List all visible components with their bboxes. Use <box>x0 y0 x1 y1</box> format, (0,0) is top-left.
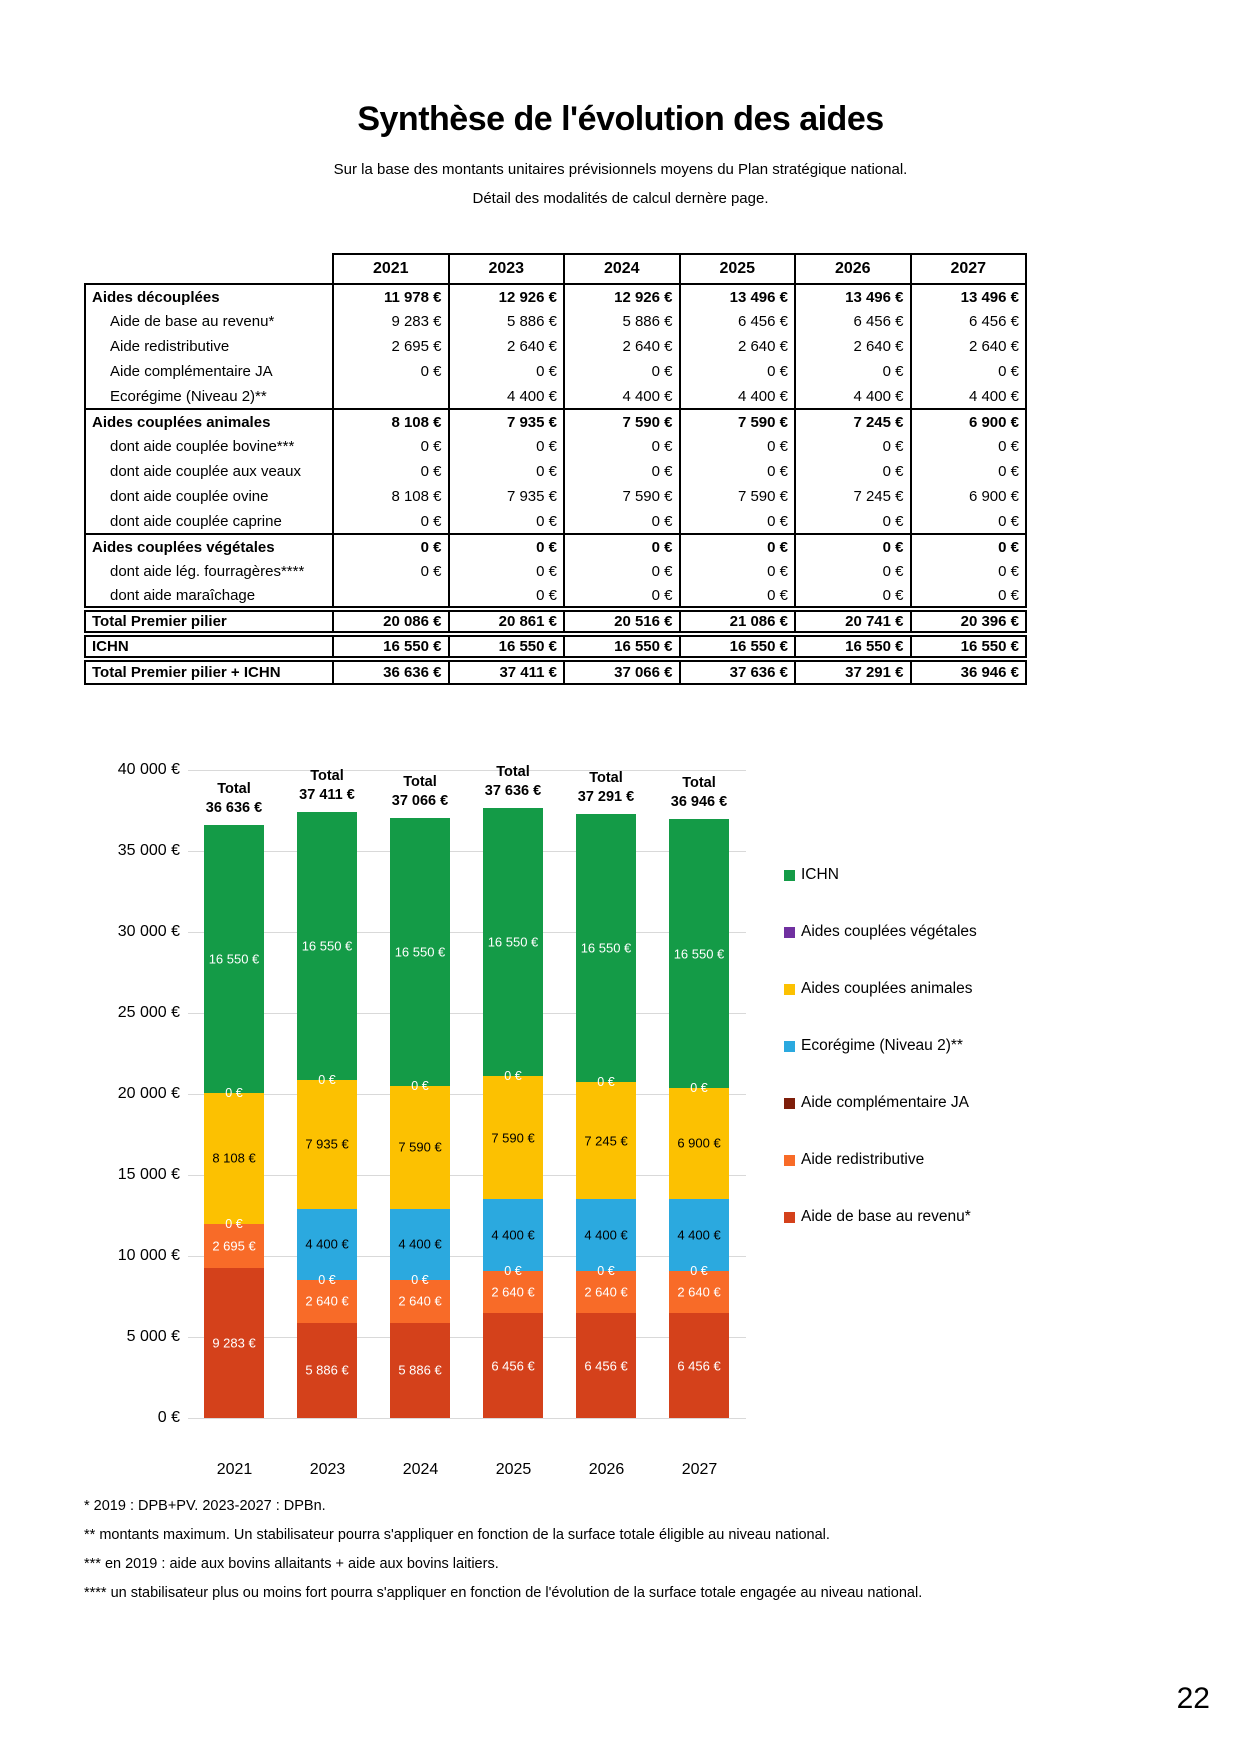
bar-segment-label: 4 400 € <box>305 1236 349 1252</box>
cell-value: 0 € <box>795 559 911 584</box>
cell-value: 0 € <box>564 434 680 459</box>
cell-value <box>333 384 449 409</box>
bar-segment-label: 7 245 € <box>584 1133 628 1149</box>
bar-total-line2: 36 946 € <box>670 794 728 811</box>
cell-value: 0 € <box>911 509 1027 534</box>
cell-value: 4 400 € <box>911 384 1027 409</box>
cell-value: 7 590 € <box>564 409 680 434</box>
table-row <box>85 459 1026 484</box>
chart-legend <box>784 865 977 1264</box>
cell-value: 0 € <box>564 559 680 584</box>
cell-value: 16 550 € <box>564 634 680 659</box>
y-axis-tick: 40 000 € <box>117 761 180 778</box>
cell-value: 36 946 € <box>911 659 1027 684</box>
cell-value: 0 € <box>680 359 796 384</box>
cell-value: 16 550 € <box>680 634 796 659</box>
cell-value: 0 € <box>911 359 1027 384</box>
cell-value: 0 € <box>795 584 911 609</box>
cell-value: 2 640 € <box>680 334 796 359</box>
bar-total-line1: Total <box>682 775 716 792</box>
bar-zero-label: 0 € <box>318 1272 336 1287</box>
bar-segment-label: 16 550 € <box>487 934 539 950</box>
cell-value: 0 € <box>449 359 565 384</box>
bar-segment <box>390 1209 450 1280</box>
cell-value: 7 935 € <box>449 484 565 509</box>
row-label: dont aide couplée caprine <box>85 509 333 534</box>
legend-label: Aides couplées animales <box>801 980 973 997</box>
bar-segment <box>483 1199 543 1270</box>
bar-segment-label: 4 400 € <box>677 1227 721 1243</box>
year-column-header: 2025 <box>680 254 796 284</box>
cell-value: 37 066 € <box>564 659 680 684</box>
bar-segment-label: 2 640 € <box>584 1284 628 1300</box>
cell-value: 37 411 € <box>449 659 565 684</box>
bar-zero-label: 0 € <box>597 1263 615 1278</box>
cell-value: 0 € <box>911 584 1027 609</box>
bar-total-label <box>471 763 555 801</box>
stacked-bar <box>390 770 450 1418</box>
bar-total-label <box>564 769 648 807</box>
legend-label: Aides couplées végétales <box>801 923 977 940</box>
cell-value: 6 456 € <box>795 309 911 334</box>
cell-value: 8 108 € <box>333 409 449 434</box>
bar-total-line2: 36 636 € <box>205 799 263 816</box>
cell-value: 36 636 € <box>333 659 449 684</box>
y-axis-tick: 25 000 € <box>117 1004 180 1021</box>
cell-value: 20 516 € <box>564 609 680 634</box>
table-row <box>85 359 1026 384</box>
cell-value: 0 € <box>564 509 680 534</box>
legend-item <box>784 979 977 999</box>
cell-value: 12 926 € <box>449 284 565 309</box>
row-label: Total Premier pilier <box>85 609 333 634</box>
y-axis-tick: 5 000 € <box>126 1328 180 1345</box>
cell-value: 7 245 € <box>795 484 911 509</box>
table-row <box>85 509 1026 534</box>
cell-value: 4 400 € <box>795 384 911 409</box>
cell-value: 11 978 € <box>333 284 449 309</box>
bar-segment-label: 5 886 € <box>398 1362 442 1378</box>
bar-segment-label: 16 550 € <box>580 940 632 956</box>
cell-value: 4 400 € <box>449 384 565 409</box>
cell-value: 0 € <box>680 534 796 559</box>
page-title: Synthèse de l'évolution des aides <box>357 100 884 138</box>
bar-slot <box>188 770 281 1418</box>
bar-segment-label: 16 550 € <box>673 946 725 962</box>
cell-value: 0 € <box>680 584 796 609</box>
table-row <box>85 659 1026 684</box>
bar-segment <box>576 814 636 1082</box>
table-row <box>85 534 1026 559</box>
cell-value: 0 € <box>795 534 911 559</box>
legend-item <box>784 1093 977 1113</box>
bar-zero-label: 0 € <box>411 1078 429 1093</box>
bar-segment-label: 2 640 € <box>398 1293 442 1309</box>
table-row <box>85 584 1026 609</box>
bar-total-label <box>657 774 741 812</box>
cell-value: 6 456 € <box>911 309 1027 334</box>
cell-value: 0 € <box>911 459 1027 484</box>
cell-value: 7 590 € <box>680 484 796 509</box>
bar-segment-label: 7 935 € <box>305 1136 349 1152</box>
cell-value: 0 € <box>795 434 911 459</box>
cell-value: 4 400 € <box>564 384 680 409</box>
bar-total-label <box>192 780 276 818</box>
bar-segment-label: 8 108 € <box>212 1150 256 1166</box>
bar-segment <box>204 1093 264 1224</box>
bar-slot <box>653 770 746 1418</box>
cell-value: 0 € <box>680 459 796 484</box>
cell-value: 12 926 € <box>564 284 680 309</box>
bar-slot <box>467 764 560 1418</box>
bar-total-line1: Total <box>310 767 344 784</box>
cell-value: 0 € <box>449 459 565 484</box>
bar-segment <box>669 1313 729 1418</box>
bar-segment <box>390 1086 450 1209</box>
cell-value: 0 € <box>795 509 911 534</box>
cell-value: 0 € <box>795 459 911 484</box>
bar-segment-label: 6 456 € <box>677 1358 721 1374</box>
y-axis-tick: 20 000 € <box>117 1085 180 1102</box>
bar-segment <box>483 1313 543 1418</box>
year-column-header: 2024 <box>564 254 680 284</box>
bar-segment <box>669 1088 729 1200</box>
cell-value: 2 640 € <box>795 334 911 359</box>
y-axis-tick: 10 000 € <box>117 1247 180 1264</box>
cell-value: 0 € <box>449 509 565 534</box>
cell-value: 0 € <box>333 559 449 584</box>
y-axis-tick: 15 000 € <box>117 1166 180 1183</box>
bar-segment-label: 5 886 € <box>305 1362 349 1378</box>
row-label: dont aide couplée bovine*** <box>85 434 333 459</box>
cell-value: 20 861 € <box>449 609 565 634</box>
row-label: Aide complémentaire JA <box>85 359 333 384</box>
bar-segment-label: 2 640 € <box>677 1284 721 1300</box>
cell-value: 20 086 € <box>333 609 449 634</box>
table-row <box>85 309 1026 334</box>
bar-zero-label: 0 € <box>504 1069 522 1084</box>
cell-value: 0 € <box>795 359 911 384</box>
bar-segment-label: 6 900 € <box>677 1135 721 1151</box>
row-label: Ecorégime (Niveau 2)** <box>85 384 333 409</box>
table-row <box>85 284 1026 309</box>
page-number: 22 <box>1176 1682 1210 1715</box>
cell-value: 37 291 € <box>795 659 911 684</box>
cell-value: 0 € <box>911 434 1027 459</box>
bar-segment-label: 16 550 € <box>208 951 260 967</box>
bar-segment-label: 2 695 € <box>212 1238 256 1254</box>
legend-item <box>784 1036 977 1056</box>
cell-value: 0 € <box>911 534 1027 559</box>
bar-total-line1: Total <box>403 773 437 790</box>
legend-swatch <box>784 1155 795 1166</box>
bar-total-line1: Total <box>589 769 623 786</box>
bar-total-label <box>378 773 462 811</box>
table-row <box>85 334 1026 359</box>
bar-segment-label: 7 590 € <box>491 1130 535 1146</box>
bar-zero-label: 0 € <box>225 1085 243 1100</box>
cell-value: 2 695 € <box>333 334 449 359</box>
table-row <box>85 409 1026 434</box>
footnote: **** un stabilisateur plus ou moins fort pourra s'appliquer en fonction de l'évolution de la surface totale engagée au niveau national. <box>84 1585 923 1601</box>
row-label: dont aide lég. fourragères**** <box>85 559 333 584</box>
cell-value: 20 741 € <box>795 609 911 634</box>
bar-segment-label: 6 456 € <box>584 1358 628 1374</box>
bar-slot <box>374 770 467 1418</box>
cell-value: 7 590 € <box>564 484 680 509</box>
cell-value: 0 € <box>564 584 680 609</box>
legend-label: Aide de base au revenu* <box>801 1208 971 1225</box>
footnote: *** en 2019 : aide aux bovins allaitants + aide aux bovins laitiers. <box>84 1556 499 1572</box>
bar-segment <box>576 1082 636 1199</box>
legend-label: Aide complémentaire JA <box>801 1094 969 1111</box>
year-column-header: 2023 <box>449 254 565 284</box>
cell-value: 5 886 € <box>449 309 565 334</box>
cell-value: 0 € <box>449 559 565 584</box>
cell-value: 0 € <box>333 359 449 384</box>
bar-segment-label: 4 400 € <box>398 1236 442 1252</box>
row-label: Total Premier pilier + ICHN <box>85 659 333 684</box>
y-axis-tick: 30 000 € <box>117 923 180 940</box>
cell-value: 7 245 € <box>795 409 911 434</box>
table-row <box>85 434 1026 459</box>
row-label: Aide redistributive <box>85 334 333 359</box>
cell-value: 0 € <box>564 534 680 559</box>
bar-segment <box>297 1209 357 1280</box>
bar-zero-label: 0 € <box>597 1075 615 1089</box>
bar-segment <box>669 1199 729 1270</box>
legend-item <box>784 1150 977 1170</box>
cell-value: 0 € <box>564 459 680 484</box>
legend-swatch <box>784 927 795 938</box>
bar-segment <box>297 1080 357 1209</box>
table-row <box>85 634 1026 659</box>
subtitle-line-2: Détail des modalités de calcul dernère page. <box>472 190 769 207</box>
subtitle-line-1: Sur la base des montants unitaires prévisionnels moyens du Plan stratégique national. <box>333 161 908 178</box>
cell-value: 0 € <box>333 459 449 484</box>
cell-value: 13 496 € <box>795 284 911 309</box>
cell-value: 20 396 € <box>911 609 1027 634</box>
cell-value: 9 283 € <box>333 309 449 334</box>
row-label: dont aide couplée ovine <box>85 484 333 509</box>
cell-value: 6 900 € <box>911 409 1027 434</box>
cell-value: 4 400 € <box>680 384 796 409</box>
bar-slot <box>560 770 653 1418</box>
footnotes <box>84 1492 922 1608</box>
cell-value: 0 € <box>449 534 565 559</box>
bar-slot <box>281 767 374 1418</box>
legend-swatch <box>784 1212 795 1223</box>
footnote: * 2019 : DPB+PV. 2023-2027 : DPBn. <box>84 1498 326 1514</box>
cell-value: 21 086 € <box>680 609 796 634</box>
legend-label: Aide redistributive <box>801 1151 925 1168</box>
legend-swatch <box>784 1041 795 1052</box>
cell-value: 2 640 € <box>449 334 565 359</box>
bar-segment <box>390 1323 450 1418</box>
cell-value: 0 € <box>680 509 796 534</box>
cell-value <box>333 584 449 609</box>
year-column-header: 2026 <box>795 254 911 284</box>
aids-evolution-chart <box>84 735 1224 1480</box>
stacked-bar <box>204 770 264 1418</box>
x-axis-label: 2025 <box>495 1461 532 1478</box>
y-axis-tick: 35 000 € <box>117 842 180 859</box>
cell-value: 0 € <box>911 559 1027 584</box>
bar-zero-label: 0 € <box>690 1080 708 1095</box>
bar-segment-label: 2 640 € <box>305 1293 349 1309</box>
table-row <box>85 559 1026 584</box>
y-axis-tick: 0 € <box>157 1409 180 1426</box>
bar-total-line2: 37 066 € <box>391 792 449 809</box>
stacked-bar <box>669 770 729 1418</box>
table-row <box>85 384 1026 409</box>
cell-value: 16 550 € <box>333 634 449 659</box>
bar-zero-label: 0 € <box>318 1073 336 1088</box>
bar-segment <box>576 1313 636 1418</box>
legend-swatch <box>784 984 795 995</box>
table-row <box>85 484 1026 509</box>
x-axis-label: 2027 <box>681 1461 718 1478</box>
cell-value: 5 886 € <box>564 309 680 334</box>
bar-segment-label: 4 400 € <box>491 1227 535 1243</box>
row-label: Aides couplées végétales <box>85 534 333 559</box>
cell-value: 7 590 € <box>680 409 796 434</box>
cell-value: 16 550 € <box>795 634 911 659</box>
bar-segment-label: 7 590 € <box>398 1139 442 1155</box>
bar-segment <box>483 1076 543 1199</box>
bar-segment <box>204 825 264 1093</box>
cell-value: 0 € <box>333 534 449 559</box>
cell-value: 8 108 € <box>333 484 449 509</box>
aids-evolution-table <box>84 253 1027 685</box>
cell-value: 6 900 € <box>911 484 1027 509</box>
year-column-header: 2021 <box>333 254 449 284</box>
bar-total-line1: Total <box>496 764 530 781</box>
bar-total-line2: 37 291 € <box>577 788 635 805</box>
x-axis-label: 2021 <box>216 1461 253 1478</box>
cell-value: 6 456 € <box>680 309 796 334</box>
cell-value: 0 € <box>449 434 565 459</box>
cell-value: 16 550 € <box>449 634 565 659</box>
x-axis-label: 2026 <box>588 1461 625 1478</box>
row-label: Aides découplées <box>85 284 333 309</box>
bar-segment <box>297 812 357 1080</box>
bar-segment <box>483 808 543 1076</box>
cell-value: 0 € <box>564 359 680 384</box>
cell-value: 7 935 € <box>449 409 565 434</box>
bar-segment-label: 9 283 € <box>212 1335 256 1351</box>
bar-segment <box>576 1199 636 1270</box>
row-label: Aides couplées animales <box>85 409 333 434</box>
bar-total-line2: 37 636 € <box>484 783 542 800</box>
bar-total-line1: Total <box>217 780 251 797</box>
cell-value: 0 € <box>680 559 796 584</box>
cell-value: 16 550 € <box>911 634 1027 659</box>
legend-swatch <box>784 1098 795 1109</box>
legend-label: ICHN <box>801 866 839 883</box>
bar-segment-label: 16 550 € <box>394 944 446 960</box>
row-label: dont aide couplée aux veaux <box>85 459 333 484</box>
cell-value: 0 € <box>680 434 796 459</box>
x-axis-label: 2024 <box>402 1461 439 1478</box>
cell-value: 13 496 € <box>680 284 796 309</box>
table-corner-cell <box>85 254 333 284</box>
bar-zero-label: 0 € <box>225 1216 243 1231</box>
x-axis-label: 2023 <box>309 1461 346 1478</box>
bar-segment <box>204 1268 264 1418</box>
gridline <box>188 1418 746 1419</box>
bar-zero-label: 0 € <box>690 1263 708 1278</box>
stacked-bar <box>576 770 636 1418</box>
stacked-bar <box>483 764 543 1418</box>
legend-swatch <box>784 870 795 881</box>
stacked-bar <box>297 767 357 1418</box>
cell-value: 2 640 € <box>911 334 1027 359</box>
legend-item <box>784 922 977 942</box>
cell-value: 2 640 € <box>564 334 680 359</box>
cell-value: 0 € <box>333 509 449 534</box>
row-label: dont aide maraîchage <box>85 584 333 609</box>
footnote: ** montants maximum. Un stabilisateur pourra s'appliquer en fonction de la surface totale éligible au niveau national. <box>84 1527 830 1543</box>
row-label: Aide de base au revenu* <box>85 309 333 334</box>
bar-segment <box>297 1323 357 1418</box>
legend-item <box>784 865 977 885</box>
cell-value: 13 496 € <box>911 284 1027 309</box>
bar-segment-label: 16 550 € <box>301 938 353 954</box>
bar-zero-label: 0 € <box>411 1272 429 1287</box>
bar-segment-label: 6 456 € <box>491 1358 535 1374</box>
bar-total-label <box>285 767 369 805</box>
plot-area <box>188 764 746 1478</box>
bar-segment <box>390 818 450 1086</box>
legend-label: Ecorégime (Niveau 2)** <box>801 1037 963 1054</box>
year-header-row <box>85 254 1026 284</box>
cell-value: 0 € <box>449 584 565 609</box>
legend-item <box>784 1207 977 1227</box>
row-label: ICHN <box>85 634 333 659</box>
cell-value: 0 € <box>333 434 449 459</box>
bar-total-line2: 37 411 € <box>299 786 355 803</box>
bar-segment <box>669 819 729 1087</box>
bar-zero-label: 0 € <box>504 1263 522 1278</box>
bar-segment-label: 2 640 € <box>491 1284 535 1300</box>
year-column-header: 2027 <box>911 254 1027 284</box>
bar-segment-label: 4 400 € <box>584 1227 628 1243</box>
table-row <box>85 609 1026 634</box>
cell-value: 37 636 € <box>680 659 796 684</box>
